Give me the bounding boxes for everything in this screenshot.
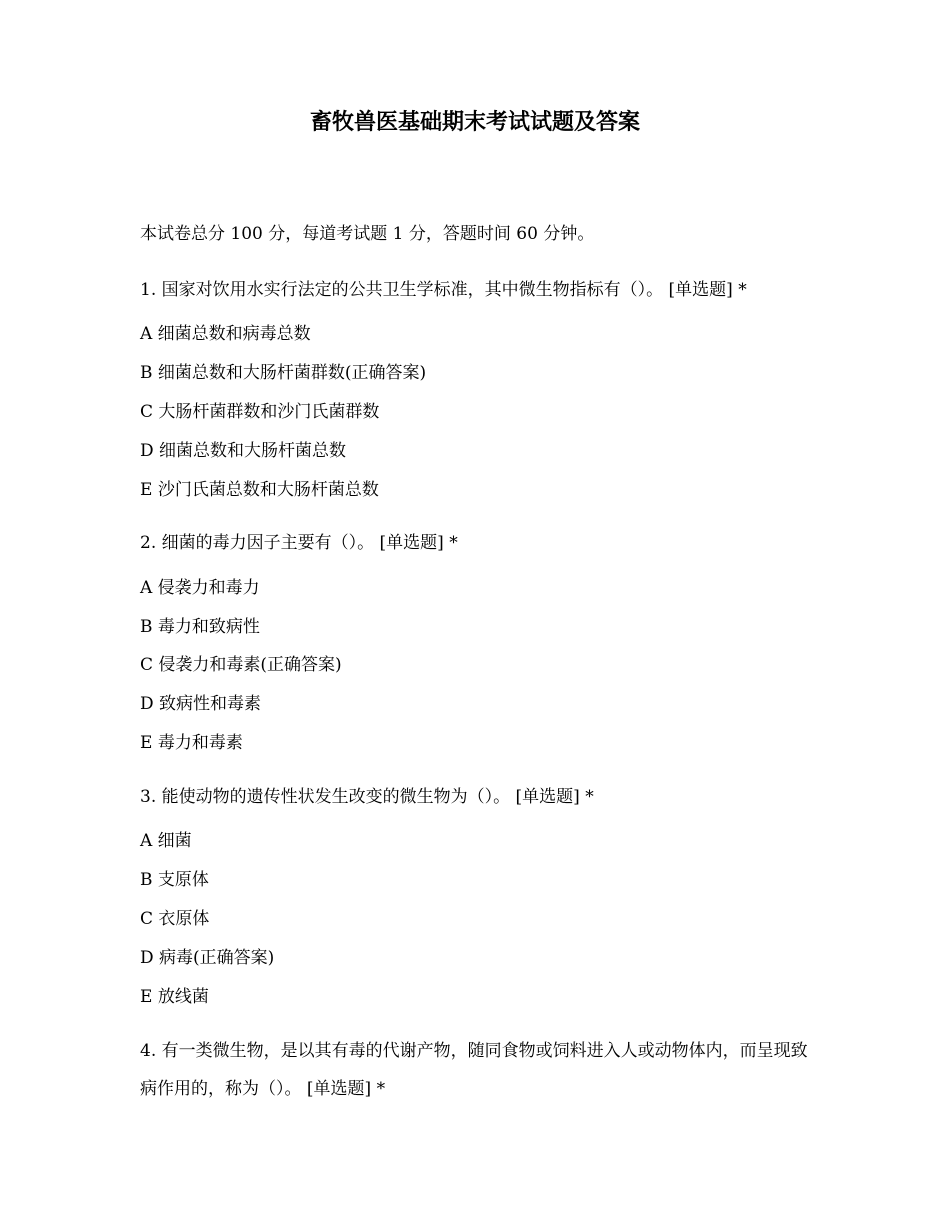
- question-3-stem: 3. 能使动物的遗传性状发生改变的微生物为（）。 [单选题] *: [140, 787, 594, 807]
- question-2-option-b: B 毒力和致病性: [140, 617, 260, 637]
- document-title: 畜牧兽医基础期末考试试题及答案: [309, 110, 640, 135]
- question-1-option-c: C 大肠杆菌群数和沙门氏菌群数: [140, 402, 380, 422]
- question-2-stem: 2. 细菌的毒力因子主要有（）。 [单选题] *: [140, 533, 458, 553]
- question-2-option-e: E 毒力和毒素: [140, 733, 243, 753]
- question-1-option-e: E 沙门氏菌总数和大肠杆菌总数: [140, 480, 379, 500]
- question-3-option-a: A 细菌: [140, 831, 192, 851]
- question-3-option-c: C 衣原体: [140, 909, 210, 929]
- question-1-stem: 1. 国家对饮用水实行法定的公共卫生学标准，其中微生物指标有（）。 [单选题] *: [140, 280, 747, 300]
- question-2-option-c: C 侵袭力和毒素(正确答案): [140, 655, 342, 675]
- question-4-stem: 4. 有一类微生物，是以其有毒的代谢产物，随同食物或饲料进入人或动物体内，而呈现致病作用的，称为（）。 [单选题] *: [140, 1041, 808, 1099]
- exam-intro: 本试卷总分 100 分，每道考试题 1 分，答题时间 60 分钟。: [140, 224, 595, 244]
- question-3-option-e: E 放线菌: [140, 987, 209, 1007]
- question-1-option-d: D 细菌总数和大肠杆菌总数: [140, 441, 347, 461]
- question-1-option-a: A 细菌总数和病毒总数: [140, 324, 311, 344]
- question-2-option-a: A 侵袭力和毒力: [140, 578, 260, 598]
- question-2-option-d: D 致病性和毒素: [140, 694, 262, 714]
- question-1-option-b: B 细菌总数和大肠杆菌群数(正确答案): [140, 363, 427, 383]
- question-3-option-b: B 支原体: [140, 870, 209, 890]
- question-3-option-d: D 病毒(正确答案): [140, 948, 275, 968]
